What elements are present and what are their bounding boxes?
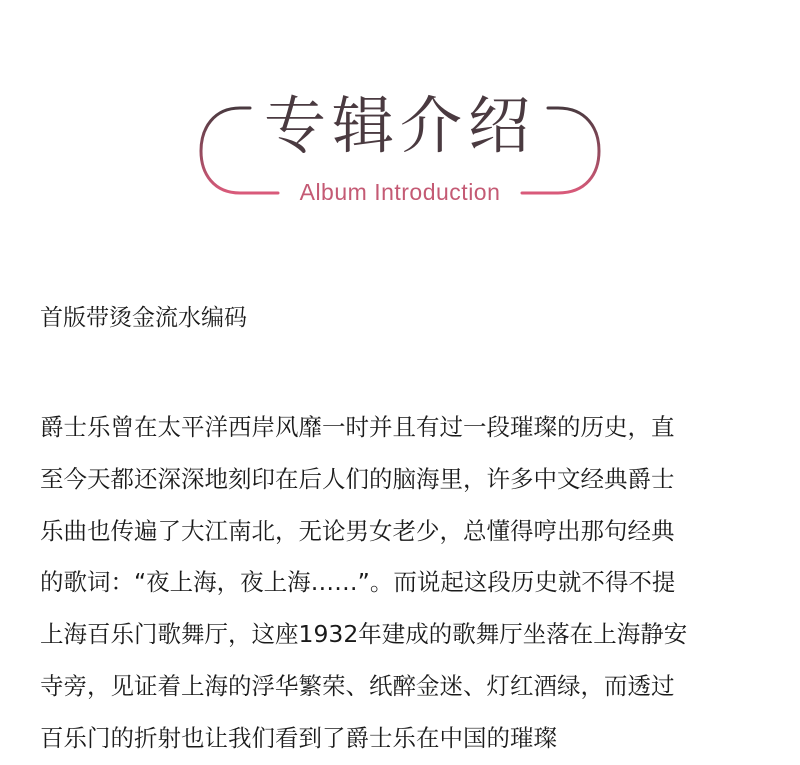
description-line: 百乐门的折射也让我们看到了爵士乐在中国的璀璨 xyxy=(40,723,557,752)
album-description xyxy=(40,402,760,765)
edition-note: 首版带烫金流水编码 xyxy=(40,305,247,331)
section-header xyxy=(0,0,800,260)
description-line: 至今天都还深深地刻印在后人们的脑海里，许多中文经典爵士 xyxy=(40,464,675,493)
description-line: 的歌词：“夜上海，夜上海……”。而说起这段历史就不得不提 xyxy=(40,568,676,597)
description-line: 上海百乐门歌舞厅，这座1932年建成的歌舞厅坐落在上海静安 xyxy=(40,620,688,649)
page-subtitle-english: Album Introduction xyxy=(299,179,501,205)
page-title: 专辑介绍 xyxy=(263,89,536,162)
description-line: 爵士乐曾在太平洋西岸风靡一时并且有过一段璀璨的历史，直 xyxy=(40,413,675,441)
description-line: 寺旁，见证着上海的浮华繁荣、纸醉金迷、灯红酒绿，而透过 xyxy=(40,671,675,700)
description-line: 乐曲也传遍了大江南北，无论男女老少，总懂得哼出那句经典 xyxy=(40,516,675,545)
